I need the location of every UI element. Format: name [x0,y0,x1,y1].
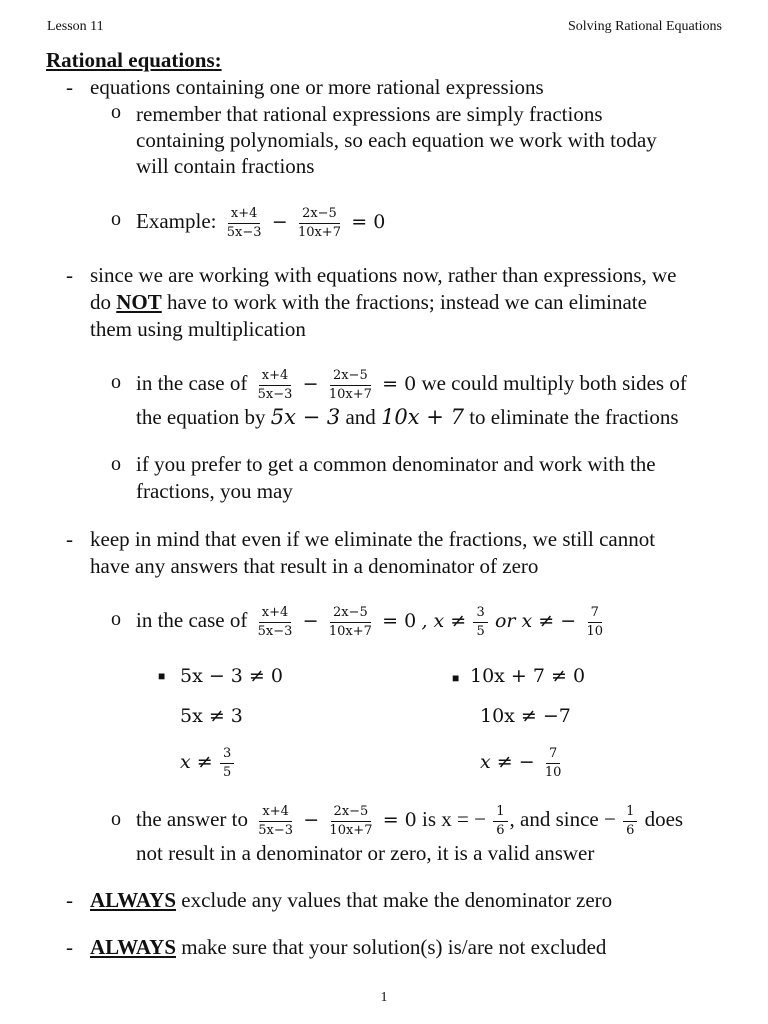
prefer-line-2: fractions, you may [136,479,293,503]
always-emphasis: ALWAYS [90,935,176,959]
remember-line-3: will contain fractions [136,154,315,178]
dash-bullet: - [66,75,73,99]
lesson-label: Lesson 11 [47,19,104,34]
fraction-a: $\frac{x+4}{5x-3}$ [226,205,262,240]
circle-bullet: o [111,371,121,393]
dash-bullet: - [66,935,73,959]
fraction-b: $\frac{2x-5}{10x+7}$ [297,205,341,240]
page-number: 1 [380,990,388,1005]
left-work-2: 5x ≠ 3 [180,705,243,727]
answer-line-2: not result in a denominator or zero, it is a valid answer [136,841,595,865]
multiply-line-1: in the case of $\frac{x+4}{5x-3}$ − $\frac{2x-5}{10x+7}$ = 0 we could multiply both sides of [136,367,687,402]
remember-line-1: remember that rational expressions are simply fractions [136,102,603,126]
circle-bullet: o [111,453,121,475]
answer-line-1: the answer to $\frac{x+4}{5x-3}$ − $\frac{2x-5}{10x+7}$ = 0 is x = − $\frac{1}{6}$ , and since − $\frac{1}{6}$ does [136,803,684,838]
circle-bullet: o [111,608,121,630]
not-emphasis: NOT [116,290,162,314]
example-label: Example: [136,209,217,233]
page-title: Rational equations: [46,48,222,72]
right-work-3: x ≠ − $\frac{7}{10}$ [480,745,562,780]
right-work-1: 10x + 7 ≠ 0 [470,665,586,687]
circle-bullet: o [111,101,121,123]
always-line-2: ALWAYS make sure that your solution(s) is/are not excluded [90,935,607,959]
square-bullet: ■ [158,669,166,683]
example-equation: Example: $\frac{x+4}{5x-3}$ − $\frac{2x-5}{10x+7}$ = 0 [136,205,386,240]
always-line-1: ALWAYS exclude any values that make the denominator zero [90,888,613,912]
prefer-line-1: if you prefer to get a common denominator and work with the [136,452,656,476]
square-bullet: ■ [452,671,460,685]
left-work-3: x ≠ $\frac{3}{5}$ [180,740,236,783]
circle-bullet: o [111,208,121,230]
circle-bullet: o [111,808,121,830]
topic-label: Solving Rational Equations [568,19,722,34]
dash-bullet: - [66,263,73,287]
since-line-1: since we are working with equations now, rather than expressions, we [90,263,677,287]
right-work-2: 10x ≠ −7 [480,705,571,727]
always-emphasis: ALWAYS [90,888,176,912]
keep-line-1: keep in mind that even if we eliminate the fractions, we still cannot [90,527,656,551]
since-line-2: do NOT have to work with the fractions; instead we can eliminate [90,290,647,314]
left-work-1: 5x − 3 ≠ 0 [180,665,283,687]
restriction-line: in the case of $\frac{x+4}{5x-3}$ − $\frac{2x-5}{10x+7}$ = 0 , x ≠ $\frac{3}{5}$ or x ≠ − $\frac{7}{10}$ [136,604,603,639]
keep-line-2: have any answers that result in a denominator of zero [90,554,539,578]
remember-line-2: containing polynomials, so each equation we work with today [136,128,657,152]
since-line-3: them using multiplication [90,317,306,341]
dash-bullet: - [66,527,73,551]
dash-bullet: - [66,888,73,912]
multiply-line-2: the equation by 5x − 3 and 10x + 7 to eliminate the fractions [136,405,679,429]
definition-text: equations containing one or more rational expressions [90,75,544,99]
